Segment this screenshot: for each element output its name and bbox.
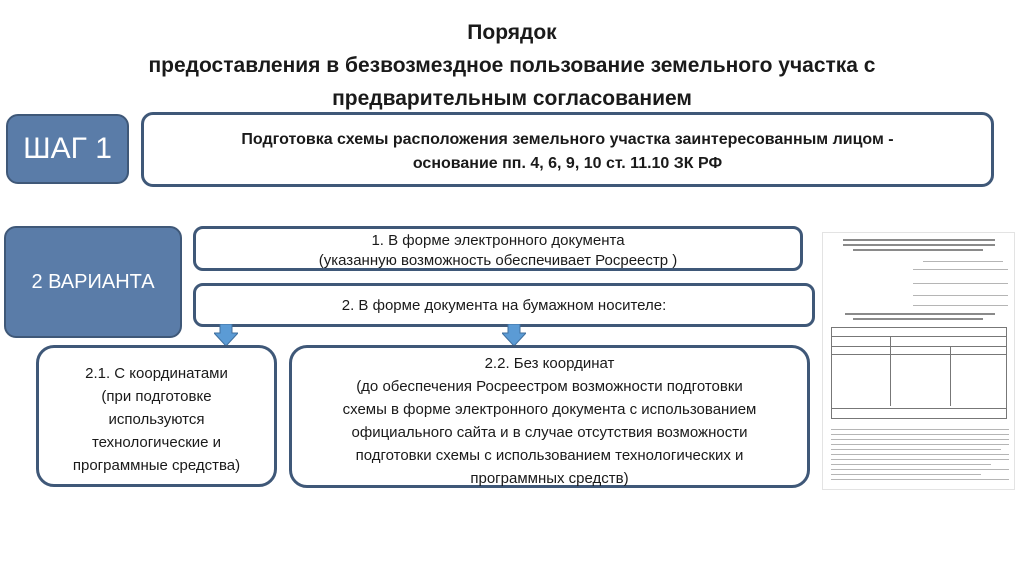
step1-text-line2: основание пп. 4, 6, 9, 10 ст. 11.10 ЗК РФ [412,155,723,172]
page-title-line2: предоставления в безвозмездное пользование земельного участка с [148,54,876,77]
variants-label: 2 ВАРИАНТА [31,270,155,293]
document-thumbnail [822,232,1015,490]
option1-line2: (указанную возможность обеспечивает Росреестр ) [318,252,678,269]
page-title-line1: Порядок [467,21,557,44]
step1-box [141,112,994,187]
sub2-line: официального сайта и в случае отсутствия возможности [351,424,748,441]
sub1-line: программные средства) [72,457,241,474]
sub1-box [36,345,277,487]
sub2-line: схемы в форме электронного документа с использованием [342,401,757,418]
page-title-line3: предварительным согласованием [332,87,692,110]
step1-text-line1: Подготовка схемы расположения земельного участка заинтересованным лицом - [241,131,894,148]
step1-badge [6,114,129,184]
sub2-line: подготовки схемы с использованием технологических и [355,447,744,464]
document-table [831,327,1007,419]
down-arrow-icon [214,324,238,346]
sub2-title: 2.2. Без координат [484,355,615,372]
sub1-line: используются [108,411,205,428]
step1-label: ШАГ 1 [23,132,112,165]
option2-text: 2. В форме документа на бумажном носителе: [341,297,667,314]
sub1-title: 2.1. С координатами [85,365,228,382]
option1-box [193,226,803,271]
option2-box [193,283,815,327]
sub1-line: (при подготовке [101,388,212,405]
variants-badge [4,226,182,338]
sub2-box [289,345,810,488]
sub2-line: (до обеспечения Росреестром возможности подготовки [356,378,743,395]
sub1-line: технологические и [91,434,222,451]
option1-line1: 1. В форме электронного документа [371,232,625,249]
sub2-line: программных средств) [470,470,629,487]
down-arrow-icon [502,324,526,346]
